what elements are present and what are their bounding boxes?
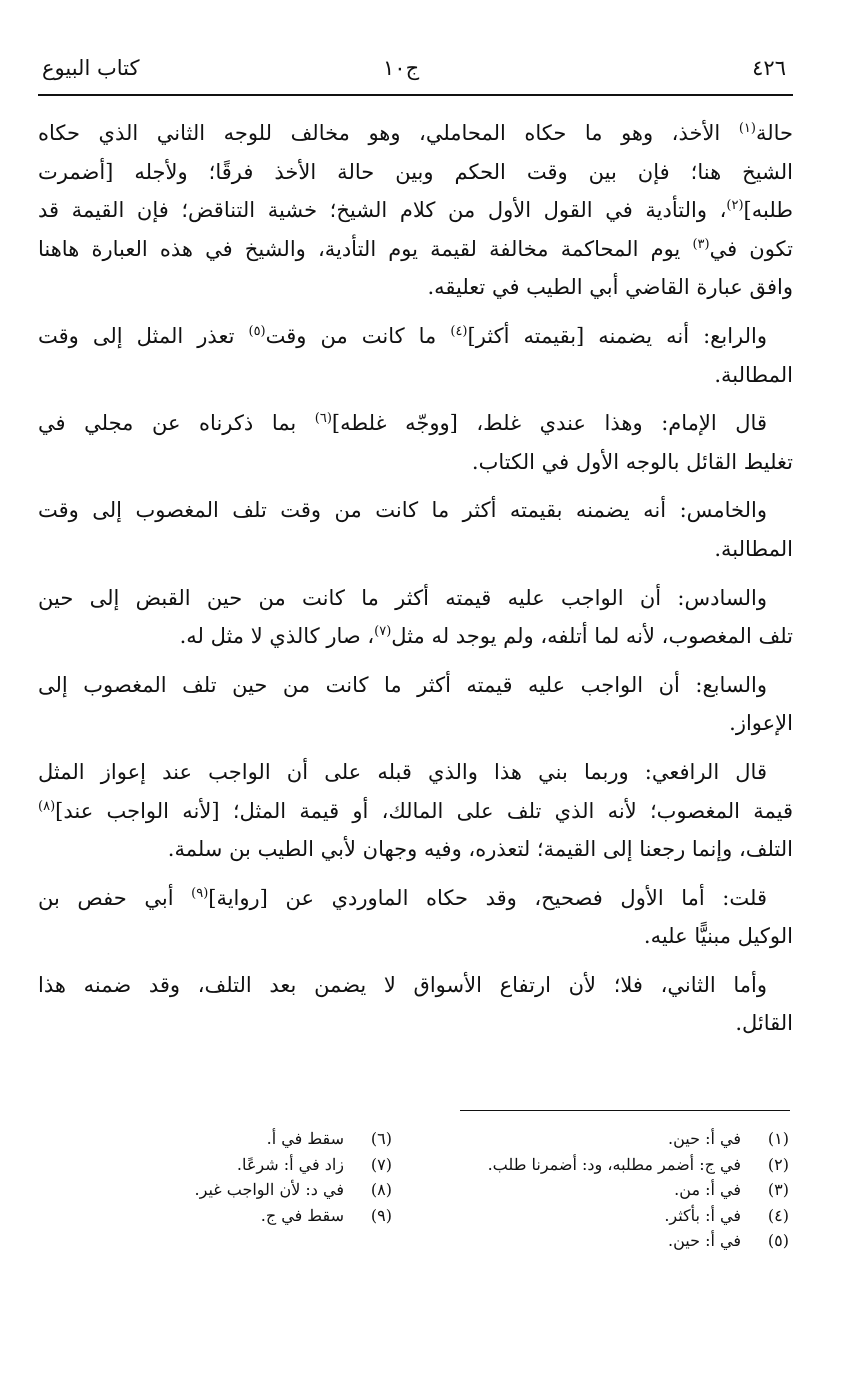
line-text: التلف، وإنما رجعنا إلى القيمة؛ لتعذره، وفيه وجهان لأبي الطيب بن سلمة. (167, 837, 793, 862)
footnote-number: (٤) (767, 1205, 789, 1225)
footnote-marker: (١) (738, 121, 756, 136)
page-number: ٤٢٦ (752, 56, 786, 80)
footnote (62, 1203, 392, 1229)
footnote-text: سقط في أ. (266, 1129, 344, 1148)
line-text-continued: الأخذ، وهو ما حكاه المحاملي، وهو مخالف للوجه الثاني الذي حكاه (38, 121, 739, 145)
line-text: تغليط القائل بالوجه الأول في الكتاب. (471, 449, 793, 474)
text-line (38, 704, 793, 743)
text-line (38, 191, 793, 230)
paragraph-gap (38, 869, 793, 879)
line-text: والسابع: أن الواجب عليه قيمته أكثر ما كانت من حين تلف المغصوب إلى (38, 672, 767, 697)
text-line (38, 153, 793, 192)
line-text-continued: بما ذكرناه عن مجلي في (38, 411, 315, 436)
text-line (38, 579, 793, 618)
text-line (38, 317, 793, 356)
line-text: حالة (755, 121, 793, 145)
footnote (459, 1177, 789, 1203)
line-text: قال الإمام: وهذا عندي غلط، [ووجّه غلطه] (331, 411, 767, 436)
line-text: الوكيل مبنيًّا عليه. (643, 924, 793, 949)
paragraph-gap (38, 569, 793, 579)
line-text-continued: ، والتأدية في القول الأول من كلام الشيخ؛ خشية التناقض؛ فإن القيمة قد (38, 198, 727, 223)
footnote-marker: (٦) (314, 411, 332, 427)
text-line (38, 230, 793, 269)
footnote-text: في أ: حين. (668, 1231, 741, 1250)
text-line (38, 666, 793, 705)
line-text: المطالبة. (714, 362, 793, 387)
book-title: كتاب البيوع (42, 56, 140, 80)
text-line (38, 443, 793, 482)
footnote-marker: (٤) (450, 323, 468, 339)
footnote-rule (460, 1110, 790, 1111)
line-text: والخامس: أنه يضمنه بقيمته أكثر ما كانت من وقت تلف المغصوب إلى وقت (38, 498, 767, 523)
footnote-text: في د: لأن الواجب غير. (194, 1180, 344, 1199)
paragraph-gap (38, 307, 793, 317)
line-text: الإعواز. (729, 711, 793, 736)
footnote (459, 1203, 789, 1229)
text-line (38, 356, 793, 395)
text-line (38, 617, 793, 656)
line-text: الشيخ هنا؛ فإن بين وقت الحكم وبين حالة الأخذ فرقًا؛ ولأجله [أضمرت (38, 159, 793, 184)
line-text-continued: أبي حفص بن (38, 885, 192, 910)
text-line (38, 491, 793, 530)
footnote (62, 1152, 392, 1178)
line-text-continued: ما كانت من وقت (265, 323, 451, 348)
footnote-number: (٥) (767, 1231, 789, 1250)
paragraph-gap (38, 956, 793, 966)
footnote-number: (٨) (370, 1180, 392, 1199)
running-header (38, 56, 791, 90)
footnote-marker: (٢) (726, 198, 744, 214)
line-text: والرابع: أنه يضمنه [بقيمته أكثر] (467, 323, 767, 348)
text-line (38, 1004, 793, 1043)
footnote-number: (٦) (370, 1129, 392, 1148)
footnote-marker: (٥) (248, 323, 266, 339)
text-line (38, 966, 793, 1005)
footnote-marker: (٧) (374, 624, 392, 640)
footnote-text: سقط في ج. (260, 1205, 344, 1225)
footnote-marker: (٩) (191, 885, 209, 901)
line-text: القائل. (735, 1011, 793, 1036)
line-text: طلبه] (743, 198, 793, 223)
footnote-number: (١) (767, 1129, 789, 1148)
header-rule (38, 94, 793, 96)
line-text-continued: ، صار كالذي لا مثل له. (179, 624, 375, 649)
footnote (459, 1126, 789, 1152)
text-line (38, 530, 793, 569)
footnote (62, 1177, 392, 1203)
line-text: وأما الثاني، فلا؛ لأن ارتفاع الأسواق لا يضمن بعد التلف، وقد ضمنه هذا (38, 972, 767, 997)
main-text (38, 114, 793, 1043)
footnote-number: (٩) (370, 1205, 392, 1225)
text-line (38, 268, 793, 307)
footnote-marker: (٨) (38, 798, 56, 814)
footnote (459, 1152, 789, 1178)
footnote-text: في ج: أضمر مطلبه، ود: أضمرنا طلب. (487, 1154, 741, 1174)
line-text: تكون في (709, 236, 793, 261)
line-text: والسادس: أن الواجب عليه قيمته أكثر ما كانت من حين القبض إلى حين (38, 585, 767, 610)
footnote (459, 1228, 789, 1254)
footnote-text: في أ: من. (674, 1180, 741, 1199)
paragraph-gap (38, 743, 793, 753)
line-text: تلف المغصوب، لأنه لما أتلفه، ولم يوجد له مثل (391, 624, 793, 649)
footnote-text: زاد في أ: شرعًا. (236, 1154, 344, 1174)
paragraph-gap (38, 481, 793, 491)
footnotes-right-column (459, 1126, 789, 1254)
text-line (38, 753, 793, 792)
footnote-number: (٢) (767, 1154, 789, 1174)
footnote-number: (٧) (370, 1154, 392, 1174)
text-line (38, 404, 793, 443)
line-text-continued: يوم المحاكمة مخالفة لقيمة يوم التأدية، والشيخ في هذه العبارة هاهنا (38, 236, 693, 261)
line-text: قال الرافعي: وربما بني هذا والذي قبله على أن الواجب عند إعواز المثل (38, 759, 767, 784)
line-text: المطالبة. (714, 536, 793, 561)
footnote-text: في أ: حين. (668, 1129, 741, 1148)
text-line (38, 114, 793, 153)
paragraph-gap (38, 394, 793, 404)
line-text: وافق عبارة القاضي أبي الطيب في تعليقه. (427, 275, 793, 300)
line-text: قلت: أما الأول فصحيح، وقد حكاه الماوردي عن [رواية] (208, 885, 767, 910)
footnote-text: في أ: بأكثر. (664, 1205, 741, 1225)
line-text-continued: تعذر المثل إلى وقت (38, 323, 249, 348)
footnotes-left-column (62, 1126, 392, 1228)
footnote-number: (٣) (767, 1180, 789, 1199)
text-line (38, 879, 793, 918)
footnote-marker: (٣) (692, 236, 710, 252)
paragraph-gap (38, 656, 793, 666)
text-line (38, 792, 793, 831)
volume-number: ج١٠ (383, 56, 420, 80)
text-line (38, 830, 793, 869)
line-text: قيمة المغصوب؛ لأنه الذي تلف على المالك، أو قيمة المثل؛ [لأنه الواجب عند] (55, 798, 793, 823)
text-line (38, 917, 793, 956)
footnote (62, 1126, 392, 1152)
